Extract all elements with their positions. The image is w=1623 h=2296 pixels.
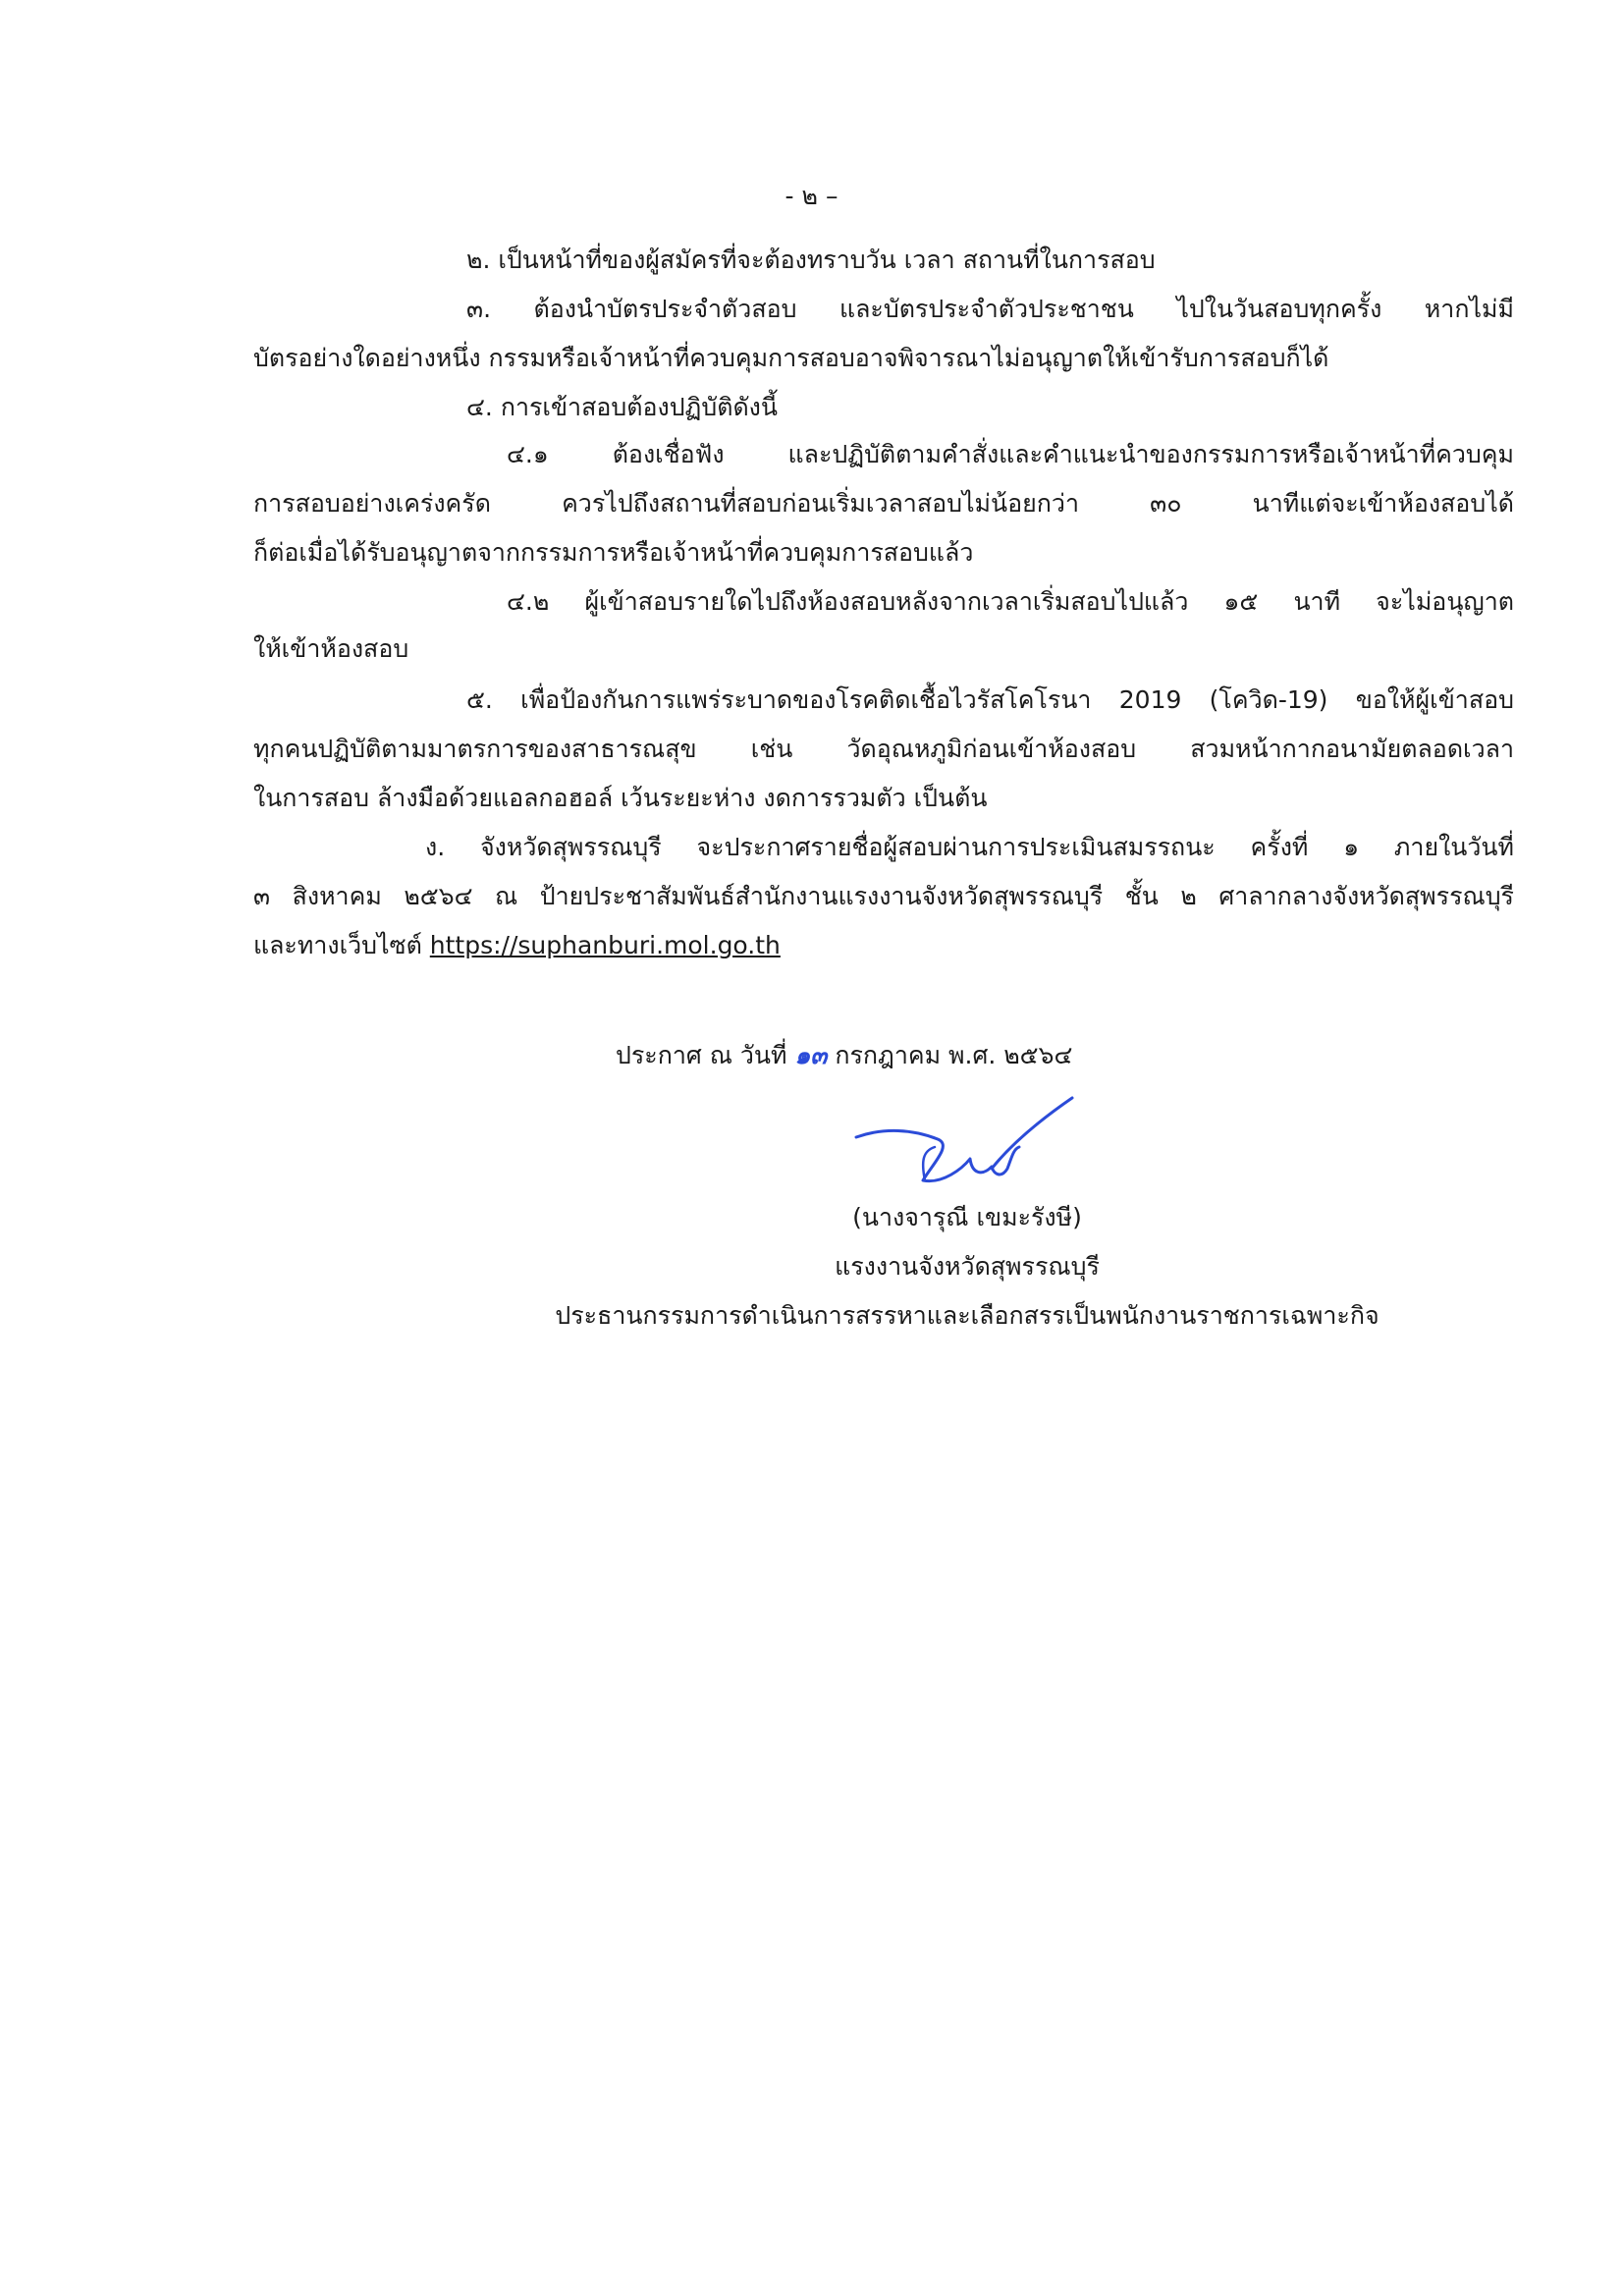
- announcement-month-year: กรกฎาคม พ.ศ. ๒๕๖๔: [835, 1041, 1073, 1069]
- section-g-line-2: ๓ สิงหาคม ๒๕๖๔ ณ ป้ายประชาสัมพันธ์สำนักงานแรงงานจังหวัดสุพรรณบุรี ชั้น ๒ ศาลากลางจังหวัดสุพรรณบุรี: [253, 882, 1514, 910]
- section-g-line-1: ง. จังหวัดสุพรรณบุรี จะประกาศรายชื่อผู้สอบผ่านการประเมินสมรรถนะ ครั้งที่ ๑ ภายในวันที่: [425, 833, 1514, 861]
- announcement-day: ๑๓: [794, 1041, 828, 1069]
- section-g-line-3: [253, 931, 781, 960]
- item-4-2-line-1: ๔.๒ ผู้เข้าสอบรายใดไปถึงห้องสอบหลังจากเวลาเริ่มสอบไปแล้ว ๑๕ นาที จะไม่อนุญาต: [507, 587, 1514, 616]
- signatory-position: แรงงานจังหวัดสุพรรณบุรี: [835, 1252, 1100, 1281]
- signatory-role: ประธานกรรมการดำเนินการสรรหาและเลือกสรรเป็นพนักงานราชการเฉพาะกิจ: [555, 1301, 1380, 1330]
- signatory-name: (นางจารุณี เขมะรังษี): [852, 1203, 1082, 1231]
- item-4-1-line-1: ๔.๑ ต้องเชื่อฟัง และปฏิบัติตามคำสั่งและคำแนะนำของกรรมการหรือเจ้าหน้าที่ควบคุม: [507, 440, 1514, 468]
- item-5-line-1: ๕. เพื่อป้องกันการแพร่ระบาดของโรคติดเชื้อไวรัสโคโรนา 2019 (โควิด-19) ขอให้ผู้เข้าสอบ: [466, 685, 1514, 714]
- website-link[interactable]: https://suphanburi.mol.go.th: [429, 931, 781, 959]
- item-5-line-2: ทุกคนปฏิบัติตามมาตรการของสาธารณสุข เช่น วัดอุณหภูมิก่อนเข้าห้องสอบ สวมหน้ากากอนามัยตลอดเวลา: [253, 735, 1514, 763]
- announcement-date: [616, 1036, 1072, 1075]
- item-2: ๒. เป็นหน้าที่ของผู้สมัครที่จะต้องทราบวัน เวลา สถานที่ในการสอบ: [466, 246, 1156, 274]
- item-4: ๔. การเข้าสอบต้องปฏิบัติดังนี้: [466, 393, 778, 421]
- item-3-line-2: บัตรอย่างใดอย่างหนึ่ง กรรมหรือเจ้าหน้าที่ควบคุมการสอบอาจพิจารณาไม่อนุญาตให้เข้ารับการสอบก็ได้: [253, 344, 1329, 372]
- item-5-line-3: ในการสอบ ล้างมือด้วยแอลกอฮอล์ เว้นระยะห่าง งดการรวมตัว เป็นต้น: [253, 784, 988, 812]
- item-4-1-line-2: การสอบอย่างเคร่งครัด ควรไปถึงสถานที่สอบก่อนเริ่มเวลาสอบไม่น้อยกว่า ๓๐ นาทีแต่จะเข้าห้องสอบได้: [253, 489, 1514, 518]
- item-4-2-line-2: ให้เข้าห้องสอบ: [253, 634, 409, 663]
- announcement-prefix: ประกาศ ณ วันที่: [616, 1041, 787, 1069]
- item-3-line-1: ๓. ต้องนำบัตรประจำตัวสอบ และบัตรประจำตัวประชาชน ไปในวันสอบทุกครั้ง หากไม่มี: [466, 295, 1514, 323]
- section-g-line-3-prefix: และทางเว็บไซต์: [253, 931, 422, 959]
- item-4-1-line-3: ก็ต่อเมื่อได้รับอนุญาตจากกรรมการหรือเจ้าหน้าที่ควบคุมการสอบแล้ว: [253, 538, 974, 567]
- page-number: - ๒ –: [784, 182, 839, 210]
- signature-image: [844, 1090, 1080, 1198]
